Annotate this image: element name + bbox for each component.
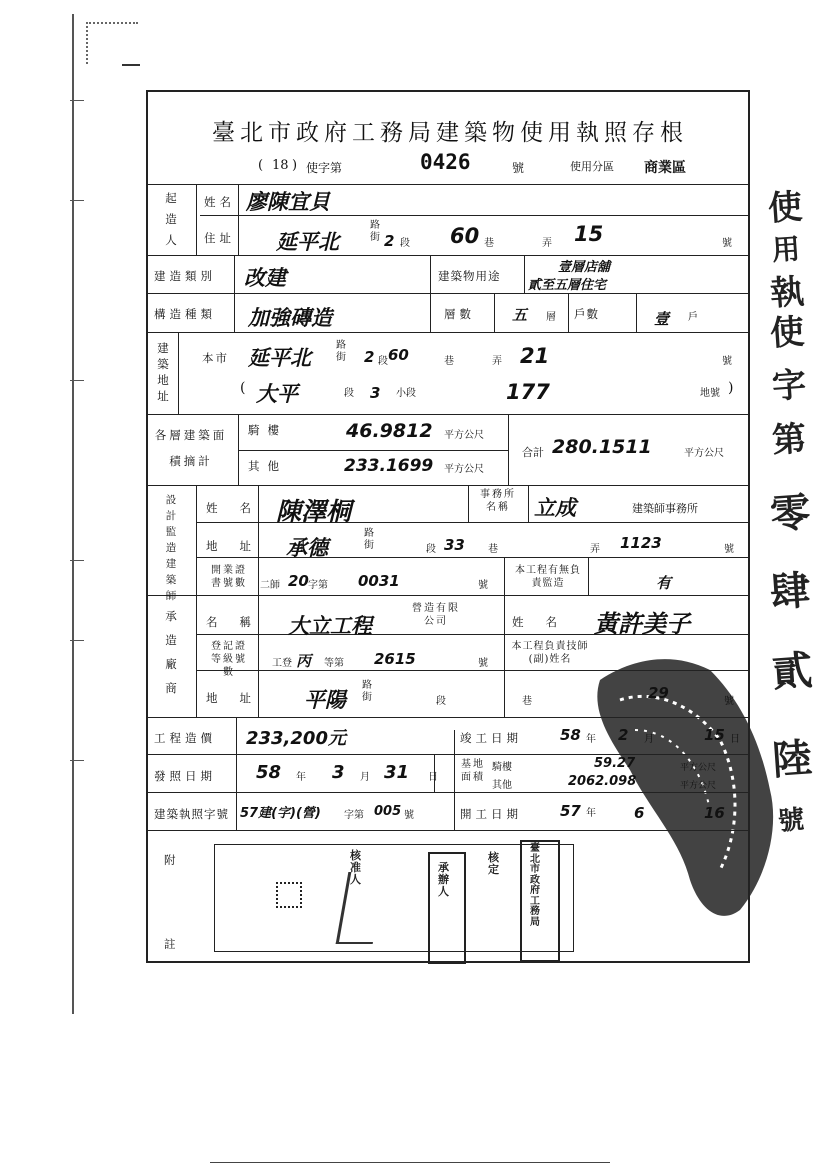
issue-month: 3	[332, 762, 345, 783]
contractor-section-label: 段	[436, 696, 446, 707]
industry-mid: 等第	[324, 658, 344, 669]
site-area-other: 2062.098	[568, 774, 637, 789]
designer-section-label: 段	[426, 544, 436, 555]
site-road: 延平北	[248, 346, 311, 370]
households-label: 戶數	[574, 307, 599, 321]
issue-month-unit: 月	[360, 772, 370, 783]
designer-group-label: 設計監造建築師	[165, 494, 177, 602]
industry-grade: 丙	[296, 652, 312, 670]
small-section-label: 小段	[396, 388, 416, 399]
designer-lane-label: 巷	[488, 544, 498, 555]
designer-number-label: 號	[724, 544, 734, 555]
name-label: 姓名	[204, 195, 235, 209]
company-type: 營造有限公司	[412, 603, 460, 627]
site-section-label: 段	[378, 356, 388, 367]
side-char: 貳	[770, 646, 814, 697]
contractor-person: 黃許美子	[594, 610, 690, 638]
issue-day: 31	[384, 762, 410, 783]
stamp-approver: 核准人	[350, 849, 361, 886]
zone-value: 商業區	[644, 160, 686, 176]
contractor-number: 29	[648, 684, 669, 702]
completion-year-unit: 年	[586, 734, 596, 745]
completion-year: 58	[560, 726, 581, 744]
industry-prefix: 工登	[272, 658, 292, 669]
form-title: 臺北市政府工務局建築物使用執照存根	[212, 120, 688, 146]
margin-tick	[70, 760, 84, 761]
cost-label: 工程造價	[154, 731, 216, 745]
person-name-label: 姓名	[512, 615, 579, 629]
notes-label-top: 附	[164, 853, 180, 867]
year: 18	[272, 158, 289, 173]
issue-day-unit: 日	[428, 772, 438, 783]
issue-year-unit: 年	[296, 772, 306, 783]
build-category: 改建	[244, 266, 286, 290]
stamp-square	[276, 882, 302, 908]
site-lane: 60	[388, 346, 409, 364]
structure-type: 加強磚造	[248, 306, 332, 330]
industry-number: 2615	[374, 650, 416, 668]
lot-number-label: 地號	[700, 388, 720, 399]
site-district: 大平	[256, 382, 298, 406]
year-close: )	[292, 158, 298, 173]
paren-close: )	[728, 380, 734, 396]
bottom-rule	[210, 1162, 610, 1163]
side-char: 零	[768, 488, 812, 539]
site-lot: 177	[506, 380, 550, 404]
left-margin-line	[72, 14, 74, 1014]
office-suffix: 建築師事務所	[632, 502, 698, 515]
total-sqm: 平方公尺	[684, 448, 724, 459]
contractor-address-label: 地址	[206, 691, 273, 705]
designer-section: 33	[444, 536, 465, 554]
permit-prefix: 57建(字)(營)	[240, 806, 321, 821]
site-alley-label: 弄	[492, 356, 502, 367]
lane-label: 巷	[484, 238, 494, 249]
side-char: 字	[770, 364, 808, 408]
site-other-label: 其他	[492, 780, 512, 791]
road-label: 路街	[370, 220, 380, 243]
issue-date-label: 發照日期	[154, 769, 216, 783]
industry-number-label: 號	[478, 658, 488, 669]
completion-month-unit: 月	[644, 734, 654, 745]
permit-number-label: 號	[404, 810, 414, 821]
building-use-label: 建築物用途	[438, 269, 501, 283]
practice-word: 20	[288, 572, 309, 590]
practice-reg-label: 開業證書號數	[211, 565, 247, 589]
contractor-group-label: 承造廠商	[165, 609, 177, 695]
permit-no-label: 建築執照字號	[154, 807, 229, 821]
structure-type-label: 構造種類	[154, 307, 216, 321]
designer-address-label: 地址	[206, 539, 273, 553]
side-char: 肆	[768, 566, 812, 617]
license-word-label: 使字第	[306, 161, 343, 175]
side-char: 號	[777, 805, 806, 837]
designer-alley-label: 弄	[590, 544, 600, 555]
applicant-lane: 60	[450, 224, 480, 248]
start-year: 57	[560, 802, 581, 820]
margin-tick	[70, 200, 84, 201]
site-alley: 21	[520, 344, 550, 368]
supervision-value: 有	[656, 574, 672, 592]
alley-label: 弄	[542, 238, 552, 249]
contractor-road: 平陽	[304, 688, 346, 712]
reg-certificate-label: 登記證等級號數	[211, 641, 247, 678]
contractor-number-label: 號	[724, 696, 734, 707]
number-label: 號	[722, 238, 732, 249]
designer-name-label: 姓名	[206, 501, 273, 515]
side-char: 使	[766, 186, 804, 230]
site-section: 2	[364, 348, 375, 366]
notes-label-bottom: 註	[164, 937, 180, 951]
city-label: 本市	[202, 351, 229, 365]
designer-number: 1123	[620, 534, 662, 552]
margin-dash	[122, 64, 140, 66]
site-group-label: 建築地址	[157, 341, 169, 403]
arcade-area: 46.9812	[346, 420, 433, 442]
site-road-label: 路街	[336, 340, 346, 363]
license-number-suffix: 號	[512, 161, 525, 175]
start-month: 6	[634, 804, 645, 822]
designer-road-label: 路街	[364, 528, 374, 551]
completion-month: 2	[618, 726, 629, 744]
applicant-name: 廖陳宜貝	[246, 190, 330, 214]
stamp-approved: 核定	[488, 851, 499, 876]
designer-road: 承德	[286, 536, 328, 560]
office-name: 立成	[534, 496, 576, 520]
total-area: 280.1511	[552, 436, 652, 458]
site-other-sqm: 平方公尺	[680, 781, 717, 791]
practice-number: 0031	[358, 572, 400, 590]
practice-mid: 字第	[308, 580, 328, 591]
start-year-unit: 年	[586, 808, 596, 819]
site-arcade-label: 騎樓	[492, 762, 512, 773]
arcade-sqm: 平方公尺	[444, 430, 484, 441]
issue-year: 58	[256, 762, 282, 783]
site-lane-label: 巷	[444, 356, 454, 367]
side-char: 第	[770, 418, 808, 462]
site-land-section: 3	[370, 384, 381, 402]
other-label: 其他	[248, 459, 287, 473]
completion-day-unit: 日	[730, 734, 740, 745]
applicant-section: 2	[384, 232, 395, 250]
self-supervision-label: 本工程有無負責監造	[515, 565, 581, 589]
other-sqm: 平方公尺	[444, 464, 484, 475]
paren-open: (	[240, 380, 246, 396]
side-char: 使	[768, 311, 806, 355]
practice-prefix: 二師	[260, 580, 280, 591]
completion-day: 15	[704, 726, 725, 744]
floors-value: 五	[512, 306, 528, 324]
applicant-alley: 15	[574, 222, 604, 246]
start-date-label: 開工日期	[460, 807, 522, 821]
license-form	[146, 90, 750, 963]
building-use-2: 貳至五層住宅	[528, 278, 607, 293]
corner-mark	[86, 22, 138, 64]
cost-value: 233,200元	[246, 728, 346, 749]
margin-tick	[70, 640, 84, 641]
contractor-company: 大立工程	[288, 614, 372, 638]
other-area: 233.1699	[344, 456, 434, 476]
household-unit: 戶	[688, 312, 698, 323]
site-area-arcade: 59.27	[594, 756, 636, 771]
address-label: 住址	[204, 231, 235, 245]
section-label: 段	[400, 238, 410, 249]
total-label: 合計	[522, 446, 544, 459]
completion-date-label: 竣工日期	[460, 731, 522, 745]
households-value: 壹	[654, 310, 670, 328]
start-day: 16	[704, 804, 725, 822]
site-number-label: 號	[722, 356, 732, 367]
license-number: 0426	[420, 150, 471, 174]
applicant-city: 延平北	[276, 230, 339, 254]
land-section-label: 段	[344, 388, 354, 399]
build-category-label: 建造類別	[154, 269, 216, 283]
building-use-1: 壹層店舖	[558, 260, 611, 275]
margin-tick	[70, 380, 84, 381]
engineer-name-label: 本工程負責技師(副)姓名	[511, 641, 589, 665]
site-arcade-sqm: 平方公尺	[680, 763, 717, 773]
practice-number-label: 號	[478, 580, 488, 591]
side-char: 陸	[770, 734, 814, 785]
area-group-label: 各層建築面積摘計	[154, 428, 228, 468]
floors-label: 層數	[444, 307, 475, 321]
applicant-group-label: 起造人	[165, 191, 177, 247]
company-name-label: 名稱	[206, 615, 273, 629]
contractor-lane-label: 巷	[522, 696, 532, 707]
office-name-label: 事務所名稱	[480, 489, 516, 513]
site-area-label: 基地面積	[461, 759, 485, 783]
permit-number: 005	[374, 804, 402, 819]
floor-unit: 層	[546, 312, 556, 323]
arcade-label: 騎樓	[248, 423, 287, 437]
stamp-office-seal: 臺北市政府工務局	[530, 843, 540, 928]
zone-label: 使用分區	[570, 160, 614, 173]
side-char: 執	[768, 271, 806, 315]
stamp-handler: 承辦人	[438, 861, 449, 898]
year-open: (	[258, 158, 264, 173]
margin-tick	[70, 100, 84, 101]
margin-tick	[70, 560, 84, 561]
contractor-road-label: 路街	[362, 680, 372, 703]
designer-name: 陳澤桐	[276, 497, 352, 526]
permit-word: 字第	[344, 810, 364, 821]
side-char: 用	[770, 232, 802, 267]
